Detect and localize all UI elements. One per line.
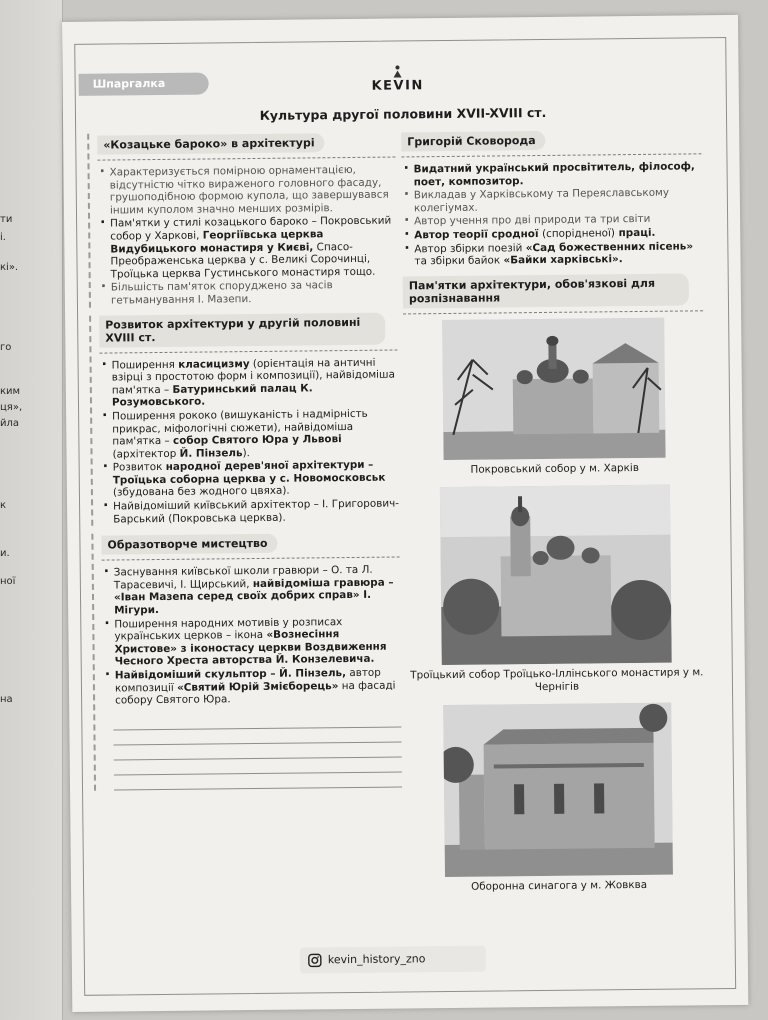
list-item xyxy=(102,564,401,617)
section-heading: Образотворче мистецтво xyxy=(101,534,277,555)
logo-text: KEVIN xyxy=(371,78,424,94)
troitskyi-cathedral-photo xyxy=(440,484,672,664)
list-item xyxy=(102,615,401,668)
heading-underline xyxy=(99,349,397,353)
instagram-handle[interactable] xyxy=(300,946,486,974)
prev-text-fragment: йла xyxy=(0,418,20,429)
prev-text-fragment: ким xyxy=(0,386,21,397)
instagram-icon xyxy=(308,953,322,967)
bold-text: Автор теорії сродної xyxy=(414,227,543,242)
left-column xyxy=(87,131,402,799)
list-item: · Характеризується помірною орнаментацією, відсутністю чітко вираженого головного фасаду, грушоподібною формою купола, що завершувався іншим куполом значно менших розмірів. xyxy=(98,164,397,217)
bold-text: Батуринський палац К. Розумовського. xyxy=(111,382,313,409)
kevin-logo xyxy=(362,64,432,94)
prev-text-fragment: ної xyxy=(0,576,16,587)
heading-underline xyxy=(97,157,395,161)
prev-text-fragment: кі». xyxy=(0,262,19,273)
text: Заснування київської школи гравюри – О. та Л. Тарасевичі, І. Щирський, xyxy=(113,564,373,592)
text: на фасаді собору Святого Юра. xyxy=(115,679,396,707)
bold-text: «Байки харківські». xyxy=(503,253,623,267)
bold-text: праці. xyxy=(614,226,656,240)
text: автор композиції xyxy=(114,666,381,695)
list-item xyxy=(402,240,702,268)
bullet-list xyxy=(100,356,400,526)
pokrovskyi-cathedral-photo xyxy=(442,317,665,459)
prev-text-fragment: к xyxy=(0,500,7,511)
previous-page-edge xyxy=(0,0,63,1020)
list-item xyxy=(103,666,401,707)
list-item: · Автор учення про дві природи та три світи xyxy=(402,213,702,229)
bold-text: Й. Пінзель xyxy=(179,446,243,460)
baroque-section xyxy=(87,131,397,308)
logo-figure-icon xyxy=(390,64,404,78)
text: Поширення рококо (вишуканість і надмірність прикрас, міфологічні сюжети), найвідоміша пам'ятка – xyxy=(112,407,368,448)
text: (збудована без жодного цвяха). xyxy=(112,485,290,499)
text: та збірки байок xyxy=(414,254,504,268)
list-item xyxy=(100,356,399,409)
photo-caption: Покровський собор у м. Харків xyxy=(470,461,639,476)
list-item xyxy=(101,459,399,500)
bold-text: найвідоміша гравюра – «Іван Мазепа серед своїх добрих справ» І. Мігури. xyxy=(113,576,394,617)
list-item: · Викладав у Харківському та Переяславському колегіумах. xyxy=(402,186,702,214)
page-title: Культура другої половини XVII-XVIII ст. xyxy=(259,104,547,123)
list-item-bold: Георгіївська церква Видубицького монастиря у Києві, xyxy=(110,228,324,256)
list-item xyxy=(98,215,397,281)
text: Поширення народних мотивів у розписах українських церков – ікона xyxy=(114,615,343,643)
prev-text-fragment: ця», xyxy=(0,402,23,413)
list-item: · Видатний український просвітитель, філософ, поет, композитор. xyxy=(401,160,701,188)
heading-underline xyxy=(102,557,400,561)
skovoroda-section xyxy=(401,127,702,268)
text: ). xyxy=(242,446,251,459)
text: (архітектор xyxy=(112,447,180,461)
prev-text-fragment: го xyxy=(0,342,12,353)
prev-text-fragment: на xyxy=(0,694,13,705)
bullet-list xyxy=(98,164,397,308)
architecture-18c-section xyxy=(89,312,399,526)
zhovkva-synagogue-photo xyxy=(443,702,673,876)
photo-caption: Оборонна синагога у м. Жовква xyxy=(470,878,648,893)
bold-text: «Вознесіння Христове» з іконостасу церкви Воздвиження Чесного Хреста авторства Й. Конзелевича. xyxy=(114,628,387,668)
bold-text: народної дерев'яної архітектури – Троїцька соборна церква у с. Новомосковськ xyxy=(112,459,386,487)
photo-caption: Троїцький собор Троїцько-Іллінського монастиря у м. Чернігів xyxy=(410,666,704,693)
bold-text: «Сад божественних пісень» xyxy=(525,239,694,254)
text: Розвиток xyxy=(112,461,166,474)
bold-text: собор Святого Юра у Львові xyxy=(172,433,342,447)
list-item-text: Пам'ятки у стилі козацького бароко – Покровський собор у Харкові, xyxy=(110,214,392,243)
fine-arts-section xyxy=(91,531,402,791)
document-page xyxy=(62,15,748,1012)
bullet-list xyxy=(102,564,401,708)
bold-text: Найвідоміший скульптор – Й. Пінзель, xyxy=(114,667,347,682)
note-line[interactable] xyxy=(114,772,402,790)
list-item-text: Спасо-Преображенська церква у с. Великі Сорочинці, Троїцька церква Густинського монастиря тощо. xyxy=(110,240,376,281)
right-column xyxy=(401,127,709,904)
text: (орієнтація на античні взірці з простотою форм і композиції), найвідоміша пам'ятка – xyxy=(111,356,395,397)
text: Автор збірки поезій xyxy=(414,241,526,255)
section-heading: Григорій Сковорода xyxy=(401,131,546,152)
note-lines xyxy=(103,712,402,790)
instagram-handle-text: kevin_history_zno xyxy=(327,952,426,967)
section-tab: Шпаргалка xyxy=(79,72,209,95)
prev-text-fragment: ти xyxy=(0,214,13,225)
list-item: · Найвідоміший київський архітектор – І. Григорович-Барський (Покровська церква). xyxy=(101,498,399,526)
heading-underline xyxy=(403,310,703,314)
heading-underline xyxy=(401,153,701,157)
section-heading: Розвиток архітектури у другій половині XVIII ст. xyxy=(99,312,385,347)
prev-text-fragment: и. xyxy=(0,548,10,559)
list-item xyxy=(100,407,399,460)
bold-text: класицизму xyxy=(178,357,250,371)
prev-text-fragment: і. xyxy=(0,232,6,243)
text: (спорідненої) xyxy=(542,227,616,240)
section-heading: «Козацьке бароко» в архітектурі xyxy=(97,133,324,154)
bold-text: «Святий Юрій Змієборець» xyxy=(176,679,339,694)
list-item: · Більшість пам'яток споруджено за часів гетьманування І. Мазепи. xyxy=(99,279,397,307)
section-heading: Пам'ятки архітектури, обов'язкові для розпізнавання xyxy=(403,273,689,308)
bullet-list xyxy=(401,160,702,268)
text: Поширення xyxy=(111,358,179,372)
